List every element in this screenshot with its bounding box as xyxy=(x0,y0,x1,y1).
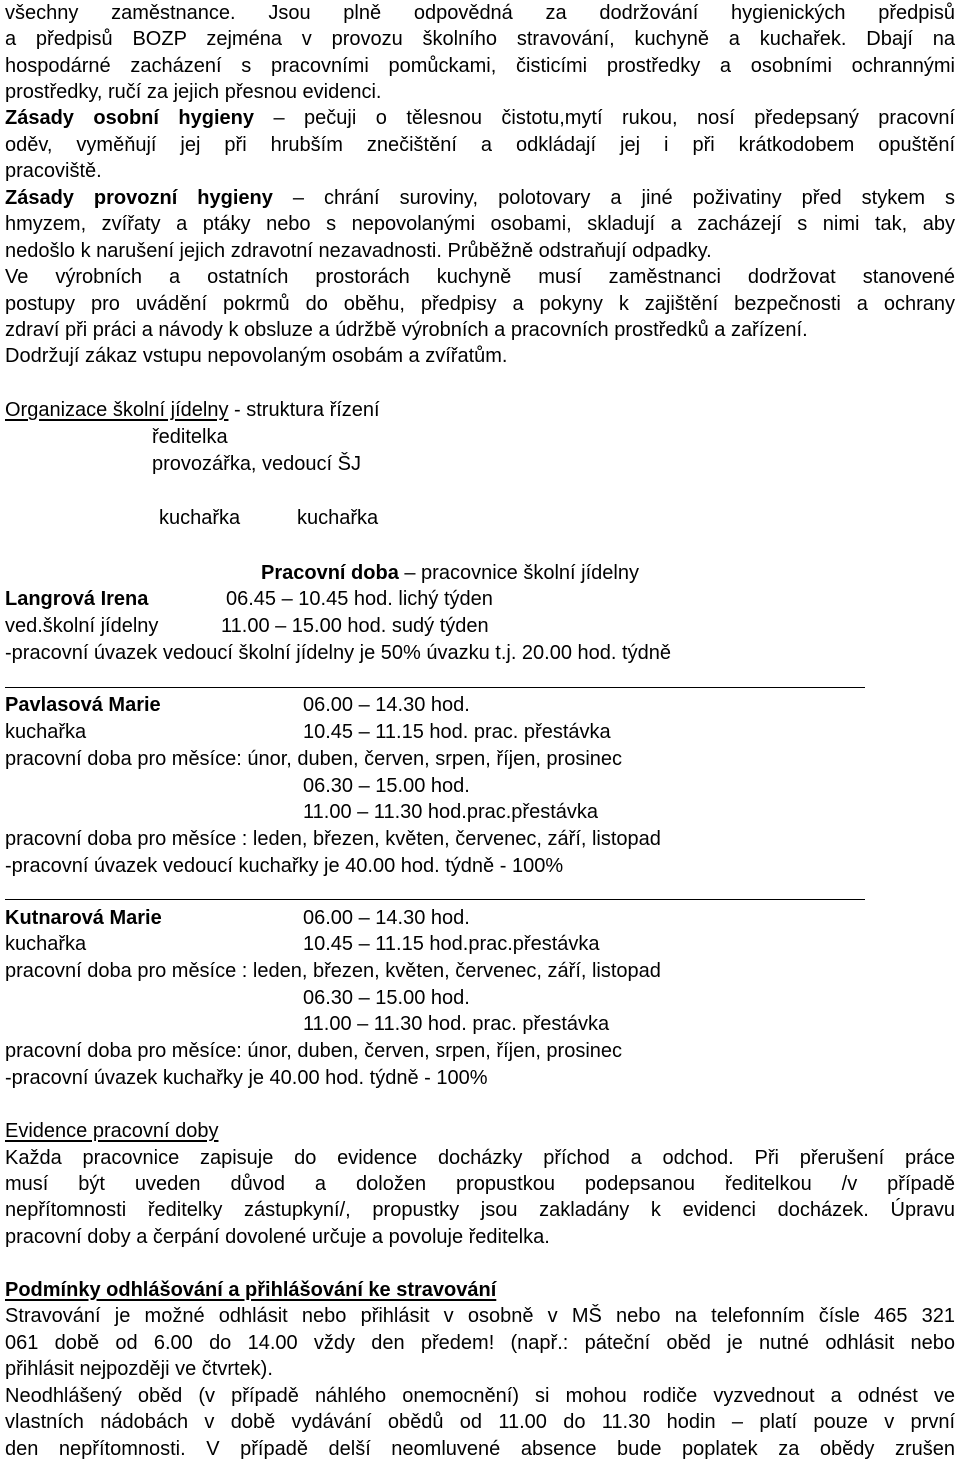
langrova-row xyxy=(5,613,955,639)
organization-line xyxy=(5,397,380,423)
meals-line: přihlásit nejpozději ve čtvrtek). xyxy=(5,1358,273,1380)
divider xyxy=(5,899,865,900)
operational-hygiene-heading: Zásady provozní hygieny xyxy=(5,187,273,209)
personal-hygiene-text: – pečuji o tělesnou čistotu,mytí rukou, nosí předepsaný pracovní xyxy=(253,107,955,129)
intro-line: hospodárné zacházení s pracovními pomůckami, čisticími prostředky a osobními ochrannými xyxy=(5,55,955,77)
months-text: pracovní doba pro měsíce: únor, duben, červen, srpen, říjen, prosinec xyxy=(5,748,623,770)
employee-name: Langrová Irena xyxy=(5,588,149,610)
langrova-row xyxy=(5,586,955,612)
shift-time: 06.30 – 15.00 hod. xyxy=(303,987,470,1009)
shift-time: 06.00 – 14.30 hod. xyxy=(303,694,470,716)
break-time: 10.45 – 11.15 hod. prac. přestávka xyxy=(303,721,611,743)
meals-line: Stravování je možné odhlásit nebo přihlásit v osobně v MŠ nebo na telefonním čísle 465 321 xyxy=(5,1305,955,1327)
meals-line: vlastních nádobách v době vydávání obědů od 11.00 do 11.30 hodin – platí pouze v první xyxy=(5,1411,955,1433)
workload-text: -pracovní úvazek vedoucí školní jídelny je 50% úvazku t.j. 20.00 hod. týdně xyxy=(5,642,671,664)
employee-name: Kutnarová Marie xyxy=(5,907,162,929)
shift-time: 06.30 – 15.00 hod. xyxy=(303,775,470,797)
operational-hygiene-line: hmyzem, zvířaty a ptáky nebo s nepovolanými osobami, skladují a zacházejí s nimi tak, aby xyxy=(5,213,955,235)
employee-role: ved.školní jídelny xyxy=(5,615,159,637)
pavlasova-row xyxy=(5,719,955,745)
attendance-line: musí být uveden důvod a doložen propustkou podepsanou ředitelkou /v případě xyxy=(5,1173,955,1195)
attendance-line: Každa pracovnice zapisuje do evidence docházky příchod a odchod. Při přerušení práce xyxy=(5,1147,955,1169)
workload-text: -pracovní úvazek vedoucí kuchařky je 40.00 hod. týdně - 100% xyxy=(5,855,564,877)
intro-line: a předpisů BOZP zejména v provozu školního stravování, kuchyně a kuchařek. Dbají na xyxy=(5,28,955,50)
org-cook: kuchařka xyxy=(297,507,379,529)
meals-line: den nepřítomnosti. V případě delší neomluvené absence bude poplatek za obědy zrušen xyxy=(5,1438,955,1460)
employee-role: kuchařka xyxy=(5,721,87,743)
operational-hygiene-line: nedošlo k narušení jejich zdravotní nezavadnosti. Průběžně odstraňují odpadky. xyxy=(5,240,712,262)
intro-line: všechny zaměstnance. Jsou plně odpovědná za dodržování hygienických předpisů xyxy=(5,2,955,24)
shift-time: 11.00 – 15.00 hod. sudý týden xyxy=(221,615,489,637)
personal-hygiene-heading: Zásady osobní hygieny xyxy=(5,107,254,129)
employee-role: kuchařka xyxy=(5,933,87,955)
employee-name: Pavlasová Marie xyxy=(5,694,161,716)
org-cook: kuchařka xyxy=(159,507,241,529)
break-time: 10.45 – 11.15 hod.prac.přestávka xyxy=(303,933,600,955)
shift-time: 06.00 – 14.30 hod. xyxy=(303,907,470,929)
months-text: pracovní doba pro měsíce : leden, březen, květen, červenec, září, listopad xyxy=(5,828,661,850)
attendance-line: pracovní doby a čerpání dovolené určuje a povoluje ředitelka. xyxy=(5,1226,550,1248)
intro-line: prostředky, ručí za jejich přesnou evidenci. xyxy=(5,81,382,103)
break-time: 11.00 – 11.30 hod.prac.přestávka xyxy=(303,801,599,823)
kitchen-rules-line: zdraví při práci a návody k obsluze a údržbě výrobních a pracovních prostředků a zařízení. xyxy=(5,319,808,341)
meals-line: 061 době od 6.00 do 14.00 vždy den předem! (např.: páteční oběd je nutné odhlásit nebo xyxy=(5,1332,955,1354)
attendance-line: nepřítomnosti ředitelky zástupkyní/, propustky jsou zakladány k evidenci docházek. Úpravu xyxy=(5,1199,955,1221)
org-manager: provozářka, vedoucí ŠJ xyxy=(152,453,361,475)
personal-hygiene-line xyxy=(5,105,955,131)
meals-line: Neodhlášený oběd (v případě náhlého onemocnění) si mohou rodiče vyzvednout a odnést ve xyxy=(5,1385,955,1407)
shift-time: 06.45 – 10.45 hod. lichý týden xyxy=(226,588,493,610)
operational-hygiene-text: – chrání suroviny, polotovary a jiné poživatiny před stykem s xyxy=(272,187,955,209)
kitchen-rules-line: Ve výrobních a ostatních prostorách kuchyně musí zaměstnanci dodržovat stanovené xyxy=(5,266,955,288)
kitchen-rules-line: postupy pro uvádění pokrmů do oběhu, předpisy a pokyny k zajištění bezpečnosti a ochrany xyxy=(5,293,955,315)
kitchen-rules-line: Dodržují zákaz vstupu nepovolaným osobám a zvířatům. xyxy=(5,345,508,367)
personal-hygiene-line: pracoviště. xyxy=(5,160,102,182)
kutnarova-row xyxy=(5,905,955,931)
meals-heading: Podmínky odhlášování a přihlášování ke stravování xyxy=(5,1279,497,1301)
break-time: 11.00 – 11.30 hod. prac. přestávka xyxy=(303,1013,610,1035)
attendance-heading: Evidence pracovní doby xyxy=(5,1120,219,1142)
working-hours-heading-rest: – pracovnice školní jídelny xyxy=(398,562,639,584)
workload-text: -pracovní úvazek kuchařky je 40.00 hod. týdně - 100% xyxy=(5,1067,488,1089)
personal-hygiene-line: oděv, vyměňují jej při hrubším znečištění a odkládají jej i při krátkodobem opuštění xyxy=(5,134,955,156)
working-hours-heading-bold: Pracovní doba xyxy=(261,562,399,584)
pavlasova-row xyxy=(5,692,955,718)
months-text: pracovní doba pro měsíce: únor, duben, červen, srpen, říjen, prosinec xyxy=(5,1040,623,1062)
org-director: ředitelka xyxy=(152,426,228,448)
organization-subtitle: - struktura řízení xyxy=(228,399,380,421)
operational-hygiene-line xyxy=(5,185,955,211)
kutnarova-row xyxy=(5,931,955,957)
working-hours-heading xyxy=(261,560,639,586)
months-text: pracovní doba pro měsíce : leden, březen, květen, červenec, září, listopad xyxy=(5,960,661,982)
organization-heading: Organizace školní jídelny xyxy=(5,399,229,421)
divider xyxy=(5,687,865,688)
